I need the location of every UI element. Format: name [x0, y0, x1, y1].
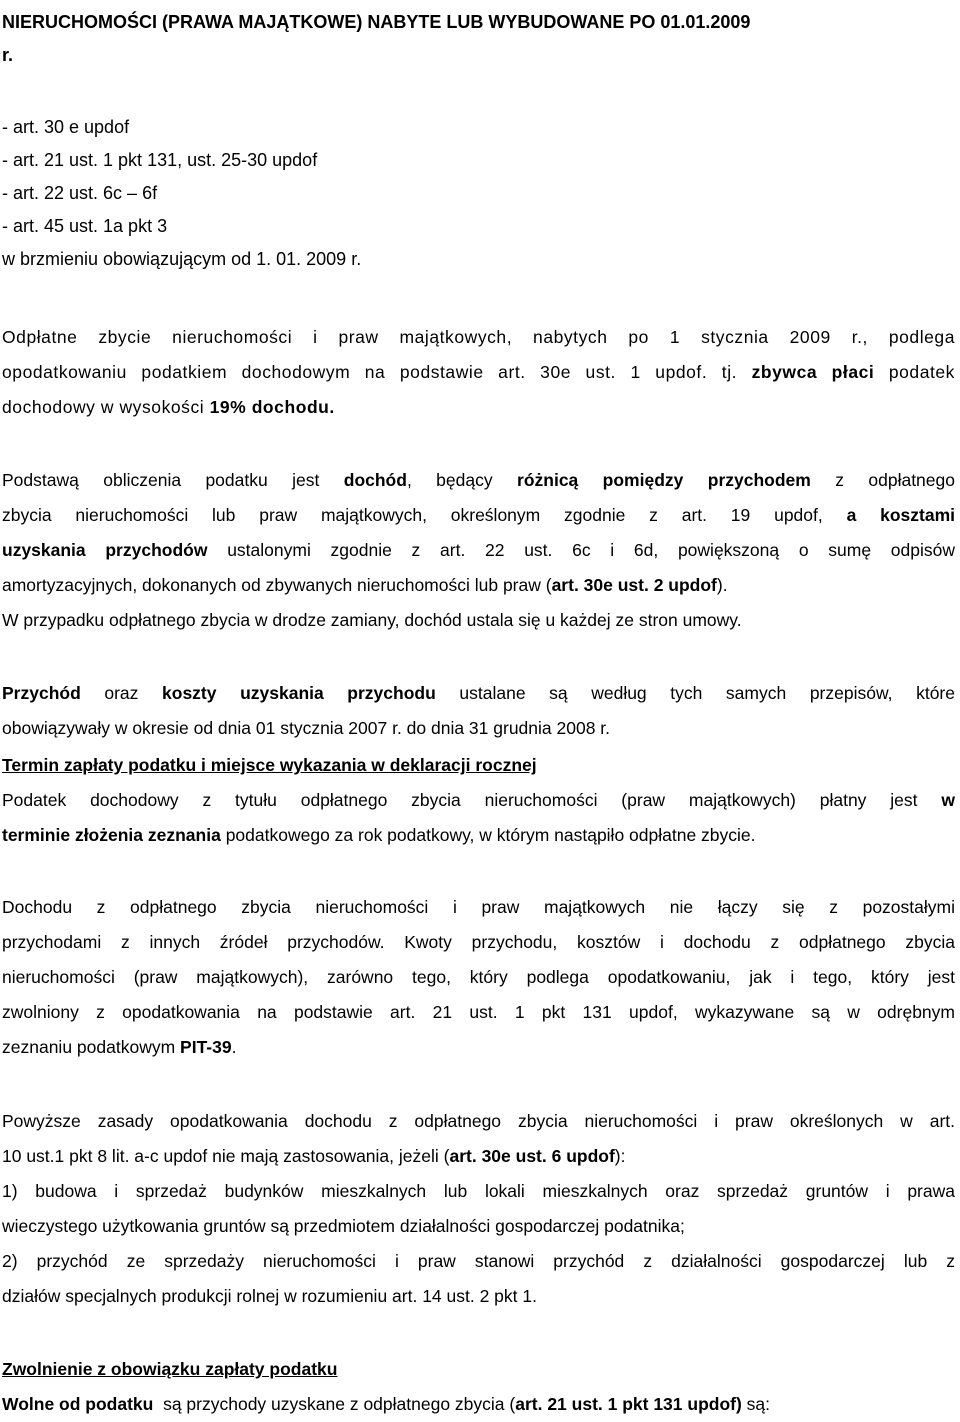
text-run: dochodowy w wysokości — [2, 397, 205, 417]
paragraph-separate-income — [2, 890, 955, 1065]
text-run: ): — [614, 1146, 626, 1166]
article-item: - art. 30 e updof — [2, 117, 130, 137]
text-run: są: — [746, 1394, 771, 1414]
text-line: wieczystego użytkowania gruntów są przedmiotem działalności gospodarczej podatnika; — [2, 1216, 685, 1236]
text-line: 2) przychód ze sprzedaży nieruchomości i praw stanowi przychód z działalności gospodarczej lub z — [2, 1251, 955, 1271]
text-line — [2, 533, 955, 568]
bold-text: art. 30e ust. 2 updof — [551, 575, 717, 595]
text-line — [2, 676, 955, 711]
bold-text: art. 30e ust. 6 updof — [449, 1146, 615, 1166]
paragraph-payment-deadline — [2, 783, 955, 853]
text-line: 1) budowa i sprzedaż budynków mieszkalnych lub lokali mieszkalnych oraz sprzedaż gruntów i prawa — [2, 1181, 955, 1201]
text-run: 10 ust.1 pkt 8 lit. a-c updof nie mają zastosowania, jeżeli ( — [2, 1146, 450, 1166]
document-title — [2, 6, 952, 72]
text-line: przychodami z innych źródeł przychodów. Kwoty przychodu, kosztów i dochodu z odpłatnego zbycia — [2, 932, 955, 952]
section-heading-payment-deadline: Termin zapłaty podatku i miejsce wykazania w deklaracji rocznej — [2, 755, 537, 775]
bold-text: a kosztami — [846, 505, 955, 525]
text-run: są przychody uzyskane z odpłatnego zbycia ( — [163, 1394, 516, 1414]
bold-text: Wolne od podatku — [2, 1394, 154, 1414]
text-line — [2, 568, 955, 603]
text-run: opodatkowaniu podatkiem dochodowym na podstawie art. 30e ust. 1 updof. tj. — [2, 362, 738, 382]
text-run: zbycia nieruchomości lub praw majątkowych, określonym zgodnie z art. 19 updof, — [2, 505, 823, 525]
bold-text: art. 21 ust. 1 pkt 131 updof) — [515, 1394, 742, 1414]
text-run: oraz — [104, 683, 139, 703]
article-item: - art. 21 ust. 1 pkt 131, ust. 25-30 updof — [2, 150, 318, 170]
text-run: ustalonymi zgodnie z art. 22 ust. 6c i 6d, powiększoną o sumę odpisów — [227, 540, 955, 560]
paragraph-exceptions — [2, 1104, 955, 1314]
section-heading-exemption: Zwolnienie z obowiązku zapłaty podatku — [2, 1359, 338, 1379]
text-run: ). — [716, 575, 728, 595]
text-line: Dochodu z odpłatnego zbycia nieruchomości i praw majątkowych nie łączy się z pozostałymi — [2, 897, 955, 917]
text-line — [2, 355, 955, 390]
paragraph-taxation — [2, 320, 955, 425]
bold-text: w — [941, 790, 955, 810]
text-line: Odpłatne zbycie nieruchomości i praw majątkowych, nabytych po 1 stycznia 2009 r., podlega — [2, 327, 955, 347]
text-run: . — [231, 1037, 237, 1057]
text-line — [2, 498, 955, 533]
text-line — [2, 463, 955, 498]
text-line — [2, 1030, 955, 1065]
text-line — [2, 818, 955, 853]
bold-text: terminie złożenia zeznania — [2, 825, 221, 845]
bold-text: uzyskania przychodów — [2, 540, 208, 560]
bold-text: 19% dochodu. — [209, 397, 335, 417]
text-run: amortyzacyjnych, dokonanych od zbywanych nieruchomości lub praw ( — [2, 575, 552, 595]
text-run: podatkowego za rok podatkowy, w którym nastąpiło odpłatne zbycie. — [225, 825, 756, 845]
article-item: w brzmieniu obowiązującym od 1. 01. 2009 r. — [2, 249, 362, 269]
text-line — [2, 783, 955, 818]
article-item: - art. 45 ust. 1a pkt 3 — [2, 216, 168, 236]
title-line-2: r. — [2, 45, 14, 65]
text-run: z odpłatnego — [835, 470, 955, 490]
bold-text: koszty uzyskania przychodu — [162, 683, 436, 703]
bold-text: różnicą pomiędzy przychodem — [517, 470, 811, 490]
paragraph-tax-base — [2, 463, 955, 638]
text-line — [2, 390, 955, 425]
text-run: , będący — [406, 470, 493, 490]
paragraph-revenue-costs — [2, 676, 955, 746]
bold-text: zbywca płaci — [751, 362, 875, 382]
bold-text: dochód — [343, 470, 407, 490]
text-run: podatek — [888, 362, 955, 382]
title-line-1: NIERUCHOMOŚCI (PRAWA MAJĄTKOWE) NABYTE LUB WYBUDOWANE PO 01.01.2009 — [2, 12, 751, 32]
text-run: zeznaniu podatkowym — [2, 1037, 176, 1057]
article-item: - art. 22 ust. 6c – 6f — [2, 183, 158, 203]
text-run: Podatek dochodowy z tytułu odpłatnego zbycia nieruchomości (praw majątkowych) płatny jest — [2, 790, 918, 810]
text-line — [2, 1139, 955, 1174]
text-line: zwolniony z opodatkowania na podstawie art. 21 ust. 1 pkt 131 updof, wykazywane są w odrębnym — [2, 1002, 955, 1022]
article-list — [2, 111, 952, 276]
text-run: ustalane są według tych samych przepisów, które — [459, 683, 955, 703]
text-line: obowiązywały w okresie od dnia 01 stycznia 2007 r. do dnia 31 grudnia 2008 r. — [2, 718, 611, 738]
text-line: W przypadku odpłatnego zbycia w drodze zamiany, dochód ustala się u każdej ze stron umowy. — [2, 610, 742, 630]
text-line: nieruchomości (praw majątkowych), zarówno tego, który podlega opodatkowaniu, jak i tego, który jest — [2, 967, 955, 987]
bold-text: Przychód — [2, 683, 81, 703]
text-line: Powyższe zasady opodatkowania dochodu z odpłatnego zbycia nieruchomości i praw określonych w art. — [2, 1111, 955, 1131]
text-run: Podstawą obliczenia podatku jest — [2, 470, 320, 490]
bold-text: PIT-39 — [180, 1037, 232, 1057]
text-line: działów specjalnych produkcji rolnej w rozumieniu art. 14 ust. 2 pkt 1. — [2, 1286, 537, 1306]
